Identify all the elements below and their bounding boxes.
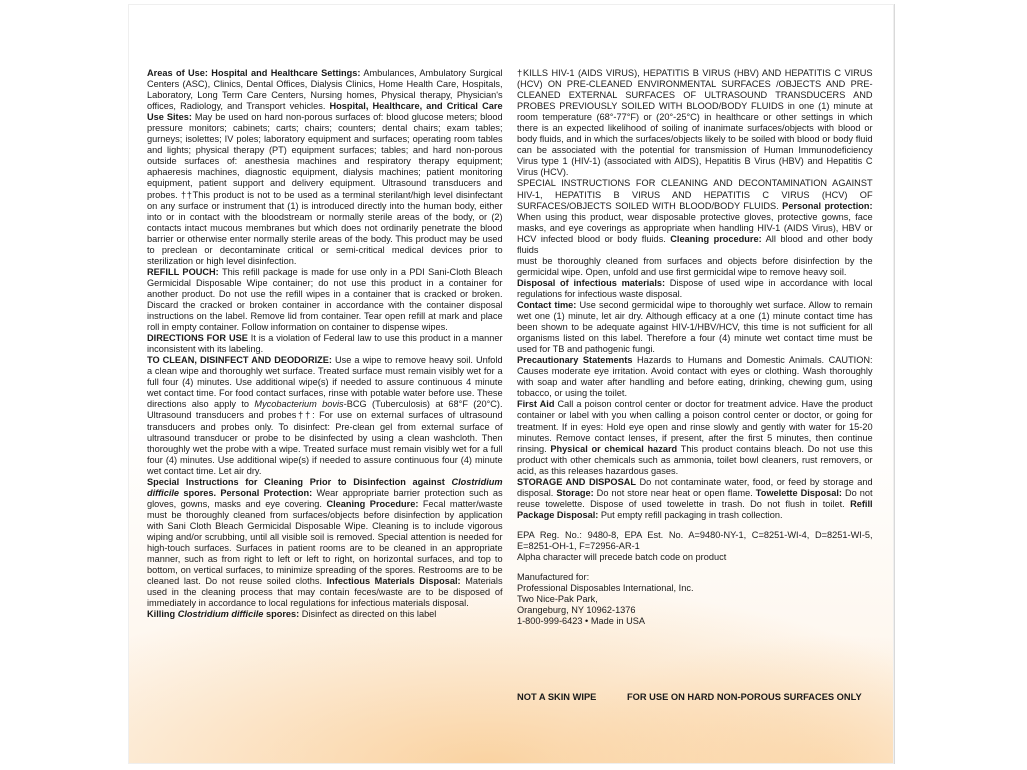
footer-warnings <box>517 692 878 702</box>
not-skin-wipe-text: NOT A SKIN WIPE <box>517 692 597 702</box>
first-aid-paragraph: First Aid Call a poison control center or doctor for treatment advice. Have the product container or label with you when calling a poison control center or doctor, or going for treatment. If in eyes: Hold eye open and rinse slowly and gently with water for 15-20 minutes. Remove contact lenses, if present, after the first 5 minutes, then continue rinsing. Physical or chemical hazard This product contains bleach. Do not use this product with other chemicals such as ammonia, toilet bowl cleaners, rust removers, or acid, as this releases hazardous gases. <box>517 399 873 476</box>
right-text-column <box>517 68 873 627</box>
manufacturer-block <box>517 572 873 627</box>
hard-surfaces-only-text: FOR USE ON HARD NON-POROUS SURFACES ONLY <box>626 692 862 702</box>
cleaning-continued-paragraph: must be thoroughly cleaned from surfaces and objects before disinfection by the germicidal wipe. Open, unfold and use first germicidal wipe to remove heavy soil. <box>517 255 873 277</box>
product-label-panel <box>128 4 895 764</box>
manufactured-for-label: Manufactured for: <box>517 572 590 583</box>
left-text-column <box>147 68 503 620</box>
batch-code-note: Alpha character will precede batch code on product <box>517 552 727 563</box>
manufacturer-city: Orangeburg, NY 10962-1376 <box>517 605 636 616</box>
storage-disposal-paragraph: STORAGE AND DISPOSAL Do not contaminate water, food, or feed by storage and disposal. Storage: Do not store near heat or open flame. Towelette Disposal: Do not reuse towelette. Dispose of used towelette in trash. Do not flush in toilet. Refill Package Disposal: Put empty refill packaging in trash collection. <box>517 476 873 520</box>
precautionary-statements-paragraph: Precautionary Statements Hazards to Humans and Domestic Animals. CAUTION: Causes moderate eye irritation. Avoid contact with eyes or clothing. Wash thoroughly with soap and water after handling and before eating, drinking, chewing gum, using tobacco, or using the toilet. <box>517 355 873 399</box>
manufacturer-street: Two Nice-Pak Park, <box>517 594 598 605</box>
manufacturer-name: Professional Disposables International, Inc. <box>517 583 694 594</box>
contact-time-paragraph: Contact time: Use second germicidal wipe to thoroughly wet surface. Allow to remain wet one (1) minute, let air dry. Although efficacy at a one (1) minute contact time has been shown to be adequate against HIV-1/HBV/HCV, this time is not sufficient for all organisms listed on this label. Therefore a four (4) minute wet contact time must be used for TB and pathogenic fungi. <box>517 299 873 355</box>
disposal-infectious-paragraph: Disposal of infectious materials: Dispose of used wipe in accordance with local regulations for infectious waste disposal. <box>517 277 873 299</box>
directions-for-use-paragraph: DIRECTIONS FOR USE It is a violation of Federal law to use this product in a manner inconsistent with its labeling. <box>147 333 503 355</box>
kills-hiv-paragraph: †KILLS HIV-1 (AIDS VIRUS), HEPATITIS B VIRUS (HBV) AND HEPATITIS C VIRUS (HCV) ON PRE-CLEANED ENVIRONMENTAL SURFACES /OBJECTS AND PRE-CLEANED EXTERNAL SURFACES OF ULTRASOUND TRANSDUCERS AND PROBES PREVIOUSLY SOILED WITH BLOOD/BODY FLUIDS in one (1) minute at room temperature (68°-77°F) or (20°-25°C) in healthcare or other settings in which there is an expected likelihood of soiling of inanimate surfaces/objects with blood or body fluids, and in which the surfaces/objects likely to be soiled with blood or body fluid can be associated with the potential for transmission of Human Immunodeficiency Virus type 1 (HIV-1) (associated with AIDS), Hepatitis B Virus (HBV) and Hepatitis C Virus (HCV). <box>517 68 873 178</box>
c-diff-instructions-paragraph: Special Instructions for Cleaning Prior to Disinfection against Clostridium difficile spores. Personal Protection: Wear appropriate barrier protection such as gloves, gowns, masks and eye covering. Cleaning Procedure: Fecal matter/waste must be thoroughly cleaned from surfaces/objects before disinfection by application with Sani Cloth Bleach Germicidal Disposable Wipe. Cleaning is to include vigorous wiping and/or scrubbing, until all visible soil is removed. Special attention is needed for high-touch surfaces. Surfaces in patient rooms are to be cleaned in an appropriate manner, such as from right to left or left to right, on horizontal surfaces, and top to bottom, on vertical surfaces, to minimize spreading of the spores. Restrooms are to be cleaned last. Do not reuse soiled cloths. Infectious Materials Disposal: Materials used in the cleaning process that may contain feces/waste are to be disposed of immediately in accordance to local regulations for infectious materials disposal. <box>147 476 503 609</box>
epa-registration: EPA Reg. No.: 9480-8, EPA Est. No. A=9480-NY-1, C=8251-WI-4, D=8251-WI-5, E=8251-OH-1, F=72956-AR-1 <box>517 529 873 551</box>
areas-of-use-paragraph: Areas of Use: Hospital and Healthcare Settings: Ambulances, Ambulatory Surgical Centers (ASC), Clinics, Dental Offices, Dialysis Clinics, Home Health Care, Hospitals, Laboratory, Long Term Care Centers, Nursing homes, Physical therapy, Physician's offices, Radiology, and Transport vehicles. Hospital, Healthcare, and Critical Care Use Sites: May be used on hard non-porous surfaces of: blood glucose meters; blood pressure monitors; cabinets; carts; chairs; counters; dental chairs; exam tables; gurneys; isolettes; IV poles; laboratory equipment and surfaces; operating room tables and lights; physical therapy (PT) equipment surfaces; tables; and hard non-porous outside surfaces of: anesthesia machines and respiratory therapy equipment; aphaeresis machines, diagnostic equipment, dialysis machines; patient monitoring equipment, patient support and delivery equipment. Ultrasound transducers and probes. ††This product is not to be used as a terminal sterilant/high level disinfectant on any surface or instrument that (1) is introduced directly into the human body, either into or in contact with the bloodstream or normally sterile areas of the body, or (2) contacts intact mucous membranes but which does not ordinarily penetrate the blood barrier or otherwise enter normally sterile areas of the body. This product may be used to preclean or decontaminate critical or semi-critical medical devices prior to sterilization or high level disinfection. <box>147 68 503 266</box>
clean-disinfect-paragraph: TO CLEAN, DISINFECT AND DEODORIZE: Use a wipe to remove heavy soil. Unfold a clean wipe and thoroughly wet surface. Treated surface must remain visibly wet for a full four (4) minutes. Use additional wipe(s) if needed to assure continuous 4 minute wet contact time. For food contact surfaces, rinse with potable water before use. These directions also apply to Mycobacterium bovis-BCG (Tuberculosis) at 68°F (20°C). Ultrasound transducers and probes††: For use on external surfaces of ultrasound transducers and probes only. To disinfect: Pre-clean gel from external surface of ultrasound transducer or probe to be disinfected by using a clean washcloth. Then thoroughly wet the probe with a wipe. Treated surface must remain visibly wet for a full four (4) minutes. Use additional wipe(s) if needed to assure continuous four (4) minute wet contact time. Let air dry. <box>147 355 503 476</box>
killing-c-diff-paragraph: Killing Clostridium difficile spores: Disinfect as directed on this label <box>147 609 437 620</box>
special-instructions-hiv-paragraph: SPECIAL INSTRUCTIONS FOR CLEANING AND DECONTAMINATION AGAINST HIV-1, HEPATITIS B VIRUS AND HEPATITIS C VIRUS (HCV) OF SURFACES/OBJECTS SOILED WITH BLOOD/BODY FLUIDS. Personal protection: When using this product, wear disposable protective gloves, protective gowns, face masks, and eye coverings as appropriate when handling HIV-1 (AIDS Virus), HBV or HCV infected blood or body fluids. Cleaning procedure: All blood and other body fluids <box>517 178 873 255</box>
manufacturer-phone: 1-800-999-6423 • Made in USA <box>517 616 646 627</box>
refill-pouch-paragraph: REFILL POUCH: This refill package is made for use only in a PDI Sani-Cloth Bleach Germicidal Disposable Wipe container; do not use this product in a container for another product. Do not use the refill wipes in a container that is cracked or broken. Discard the cracked or broken container in accordance with the container disposal instructions on the label. Remove lid from container. Tear open refill at mark and place roll in empty container. Follow information on container to dispense wipes. <box>147 266 503 333</box>
